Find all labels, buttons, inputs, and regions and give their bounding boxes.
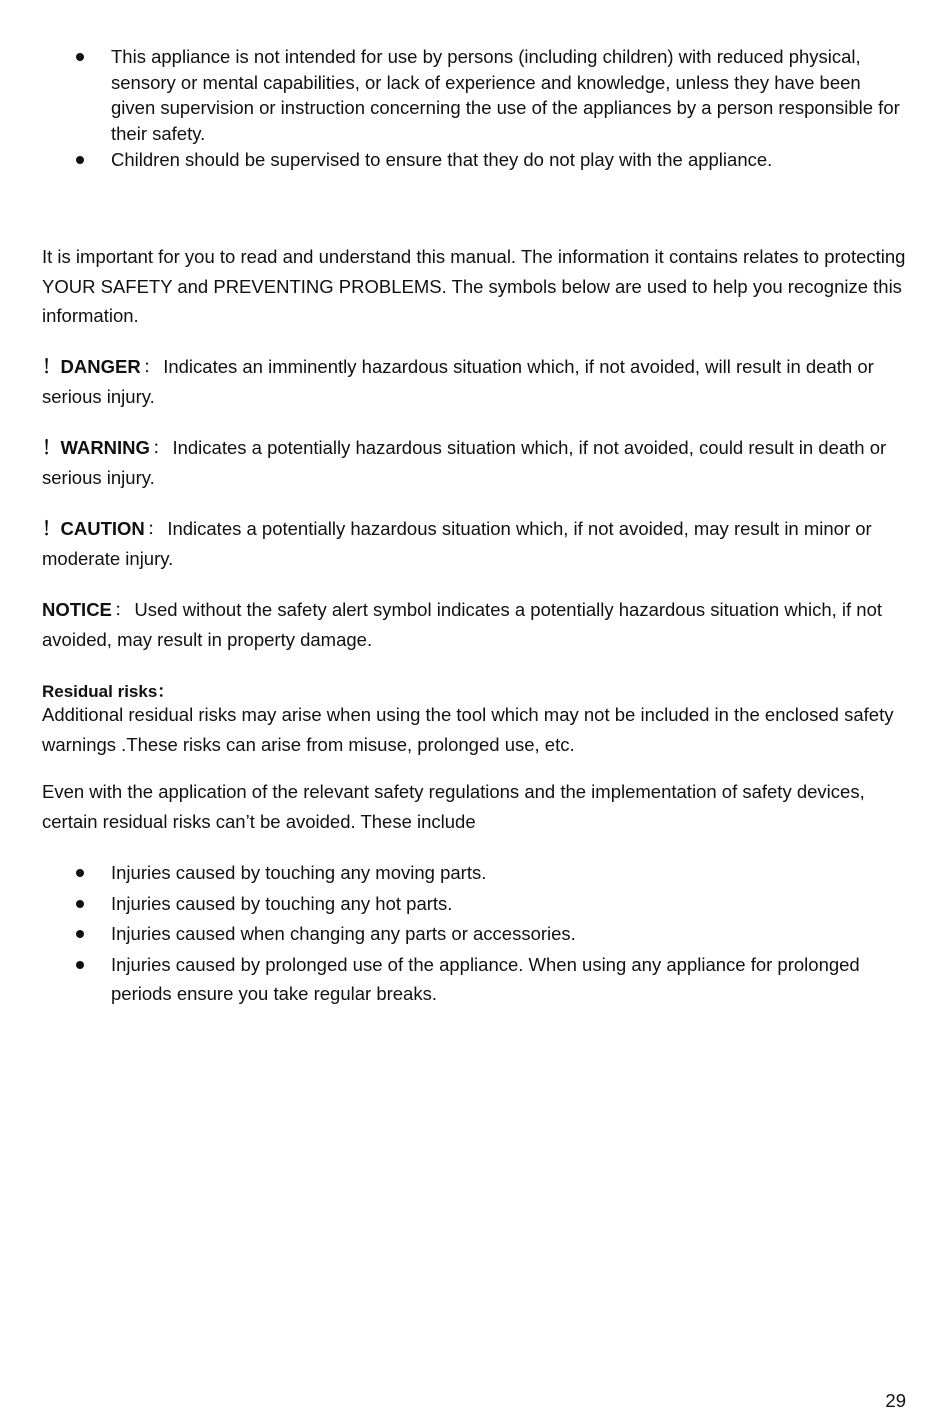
warning-label: WARNING xyxy=(60,437,150,458)
caution-definition xyxy=(42,514,908,573)
alert-mark-icon: ！ xyxy=(42,356,61,377)
bullet-icon xyxy=(76,930,84,938)
list-item-text: Injuries caused by touching any hot parts. xyxy=(111,892,453,914)
residual-risks-paragraph: Additional residual risks may arise when using the tool which may not be included in the enclosed safety warnings .These risks can arise from misuse, prolonged use, etc. xyxy=(42,704,894,755)
label-separator: ： xyxy=(113,599,133,620)
residual-risks-list xyxy=(0,858,950,1010)
list-item xyxy=(0,919,950,949)
warning-text: Indicates a potentially hazardous situation which, if not avoided, could result in death or serious injury. xyxy=(42,437,887,488)
bullet-icon xyxy=(76,156,84,164)
danger-definition xyxy=(42,352,908,411)
list-item-text: This appliance is not intended for use by persons (including children) with reduced physical, sensory or mental capabilities, or lack of experience and knowledge, unless they have been given supervision or instruction concerning the use of the appliances by a person responsible for their safety. xyxy=(111,46,900,144)
alert-mark-icon: ！ xyxy=(42,518,61,539)
caution-text: Indicates a potentially hazardous situation which, if not avoided, may result in minor or moderate injury. xyxy=(42,518,872,569)
residual-risks-intro: Even with the application of the relevant safety regulations and the implementation of safety devices, certain residual risks can’t be avoided. These include xyxy=(42,781,865,832)
list-item xyxy=(0,44,950,146)
bullet-icon xyxy=(76,869,84,877)
list-item-text: Injuries caused when changing any parts or accessories. xyxy=(111,923,576,944)
list-item-text: Children should be supervised to ensure that they do not play with the appliance. xyxy=(111,149,773,170)
warning-definition xyxy=(42,433,908,492)
safety-bullet-list xyxy=(0,44,950,173)
alert-mark-icon: ！ xyxy=(42,437,61,458)
list-item-text: Injuries caused by prolonged use of the appliance. When using any appliance for prolonged periods ensure you take regular breaks. xyxy=(111,953,860,1004)
residual-risks-heading: Residual risks： xyxy=(42,682,175,701)
page-number: 29 xyxy=(885,1390,906,1411)
bullet-icon xyxy=(76,53,84,61)
bullet-icon xyxy=(76,961,84,969)
label-separator: ： xyxy=(151,437,171,458)
list-item xyxy=(0,858,950,888)
caution-label: CAUTION xyxy=(60,518,145,539)
danger-text: Indicates an imminently hazardous situation which, if not avoided, will result in death or serious injury. xyxy=(42,356,874,407)
danger-label: DANGER xyxy=(60,356,141,377)
list-item xyxy=(0,889,950,919)
list-item xyxy=(0,950,950,1009)
bullet-icon xyxy=(76,900,84,908)
label-separator: ： xyxy=(142,356,162,377)
intro-paragraph: It is important for you to read and understand this manual. The information it contains relates to protecting YOUR SAFETY and PREVENTING PROBLEMS. The symbols below are used to help you recognize this information. xyxy=(42,246,906,326)
notice-definition xyxy=(42,595,908,654)
list-item-text: Injuries caused by touching any moving parts. xyxy=(111,862,487,883)
label-separator: ： xyxy=(146,518,166,539)
notice-text: Used without the safety alert symbol indicates a potentially hazardous situation which, if not avoided, may result in property damage. xyxy=(42,599,883,650)
list-item xyxy=(0,147,950,173)
notice-label: NOTICE xyxy=(42,599,112,620)
